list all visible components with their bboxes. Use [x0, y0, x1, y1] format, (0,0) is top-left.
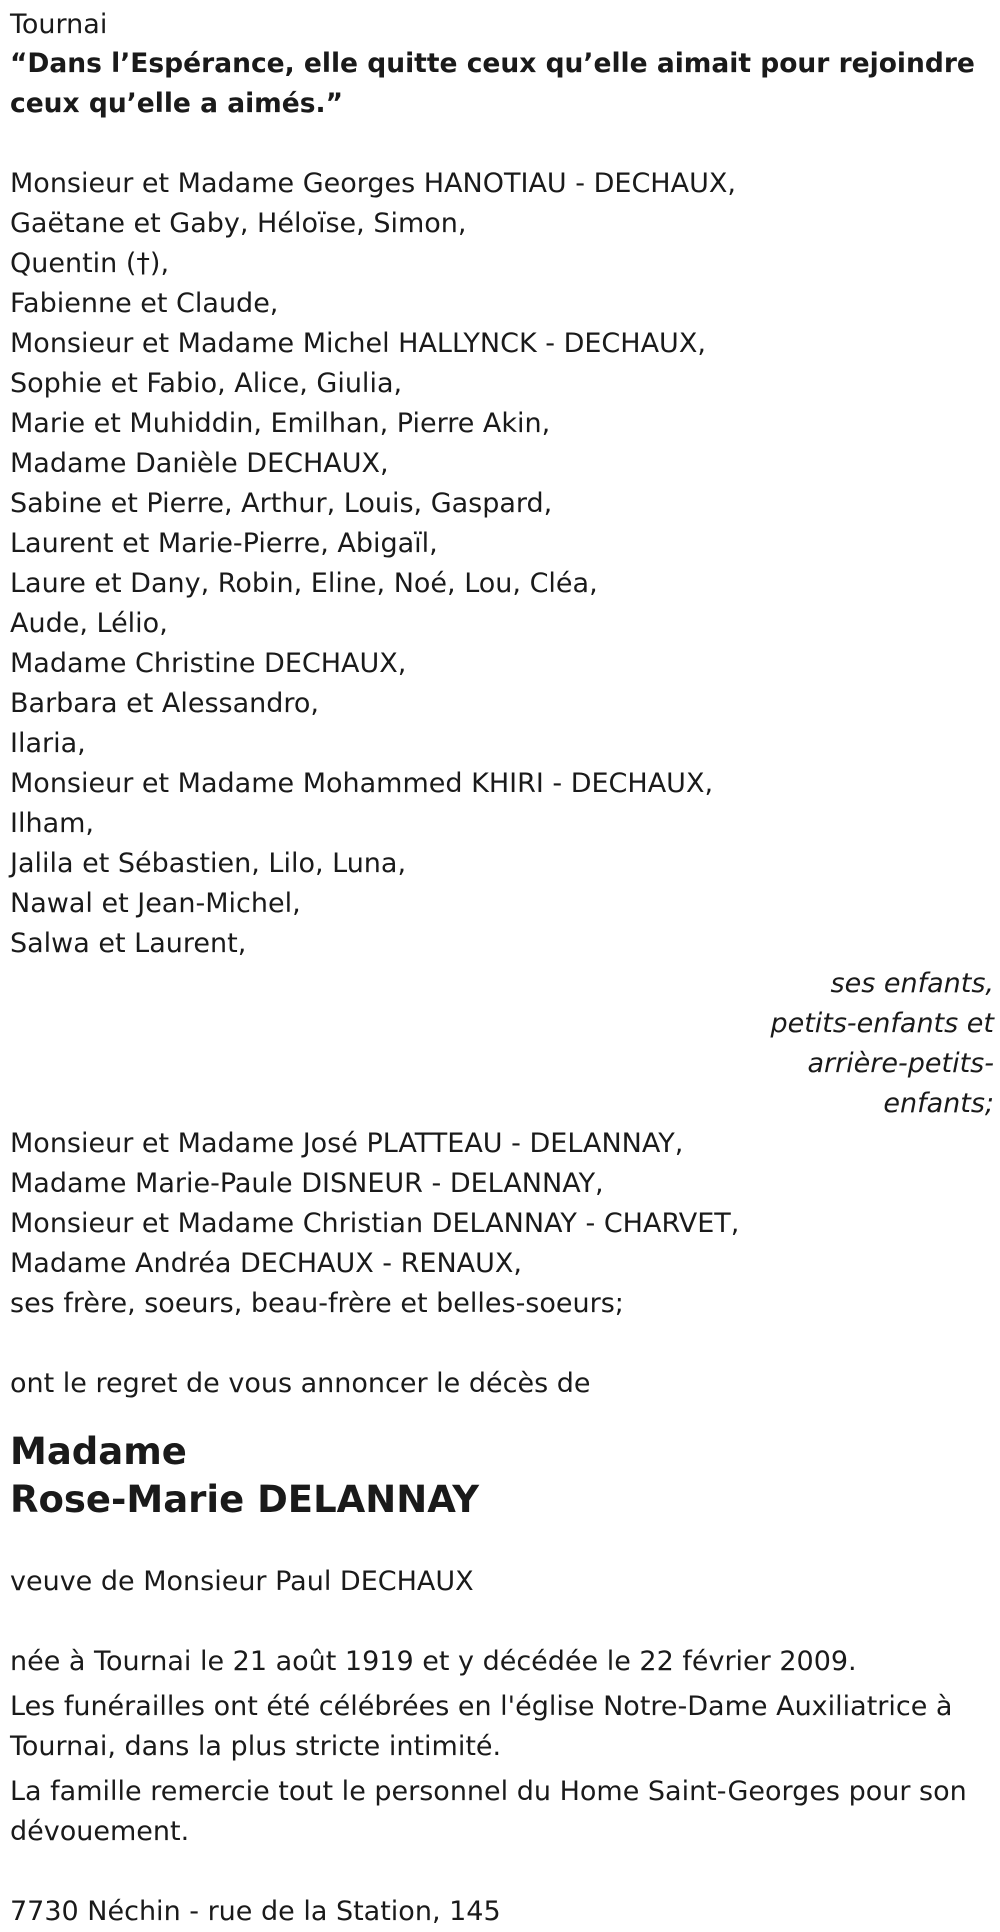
sibling-line: ses frère, soeurs, beau-frère et belles-soeurs;	[10, 1288, 624, 1319]
sibling-line: Madame Marie-Paule DISNEUR - DELANNAY,	[10, 1168, 604, 1199]
family-line: Nawal et Jean-Michel,	[10, 888, 301, 919]
spacer	[10, 1324, 994, 1364]
family-line: Laurent et Marie-Pierre, Abigaïl,	[10, 528, 438, 559]
family-line: Monsieur et Madame Michel HALLYNCK - DECHAUX,	[10, 328, 706, 359]
announcement-text: ont le regret de vous annoncer le décès de	[10, 1368, 591, 1399]
family-line: Jalila et Sébastien, Lilo, Luna,	[10, 848, 407, 879]
family-line: Sophie et Fabio, Alice, Giulia,	[10, 368, 403, 399]
family-line: Gaëtane et Gaby, Héloïse, Simon,	[10, 208, 467, 239]
sibling-line: Madame Andréa DECHAUX - RENAUX,	[10, 1248, 522, 1279]
children-relation-text: ses enfants, petits-enfants et arrière-petits-enfants;	[770, 968, 994, 1119]
family-line: Ilaria,	[10, 728, 86, 759]
widow-of: veuve de Monsieur Paul DECHAUX	[10, 1566, 474, 1597]
epitaph-quote: “Dans l’Espérance, elle quitte ceux qu’elle aimait pour rejoindre ceux qu’elle a aimés.”	[10, 48, 975, 119]
family-list	[10, 164, 994, 964]
deceased-name: Rose-Marie DELANNAY	[10, 1478, 480, 1521]
spacer	[10, 124, 994, 164]
city-name: Tournai	[10, 9, 108, 40]
funeral-info: Les funérailles ont été célébrées en l'église Notre-Dame Auxiliatrice à Tournai, dans la plus stricte intimité.	[10, 1691, 953, 1762]
family-line: Laure et Dany, Robin, Eline, Noé, Lou, Cléa,	[10, 568, 598, 599]
family-line: Fabienne et Claude,	[10, 288, 279, 319]
spacer	[10, 1524, 994, 1562]
birth-death-dates: née à Tournai le 21 août 1919 et y décédée le 22 février 2009.	[10, 1646, 857, 1677]
family-line: Madame Danièle DECHAUX,	[10, 448, 389, 479]
obituary-notice	[10, 6, 994, 1932]
address: 7730 Néchin - rue de la Station, 145	[10, 1896, 501, 1927]
family-line: Aude, Lélio,	[10, 608, 168, 639]
spacer	[10, 1602, 994, 1642]
spacer	[10, 1404, 994, 1428]
family-line: Quentin (†),	[10, 248, 170, 279]
family-line: Monsieur et Madame Mohammed KHIRI - DECHAUX,	[10, 768, 714, 799]
family-line: Sabine et Pierre, Arthur, Louis, Gaspard,	[10, 488, 553, 519]
spacer	[10, 1852, 994, 1892]
family-line: Ilham,	[10, 808, 95, 839]
family-line: Salwa et Laurent,	[10, 928, 247, 959]
thanks-note: La famille remercie tout le personnel du Home Saint-Georges pour son dévouement.	[10, 1776, 967, 1847]
sibling-line: Monsieur et Madame José PLATTEAU - DELANNAY,	[10, 1128, 684, 1159]
deceased-title: Madame	[10, 1430, 187, 1473]
family-line: Marie et Muhiddin, Emilhan, Pierre Akin,	[10, 408, 551, 439]
sibling-list	[10, 1124, 994, 1324]
family-line: Monsieur et Madame Georges HANOTIAU - DECHAUX,	[10, 168, 736, 199]
sibling-line: Monsieur et Madame Christian DELANNAY - CHARVET,	[10, 1208, 740, 1239]
children-relation	[10, 964, 994, 1124]
family-line: Barbara et Alessandro,	[10, 688, 319, 719]
family-line: Madame Christine DECHAUX,	[10, 648, 407, 679]
